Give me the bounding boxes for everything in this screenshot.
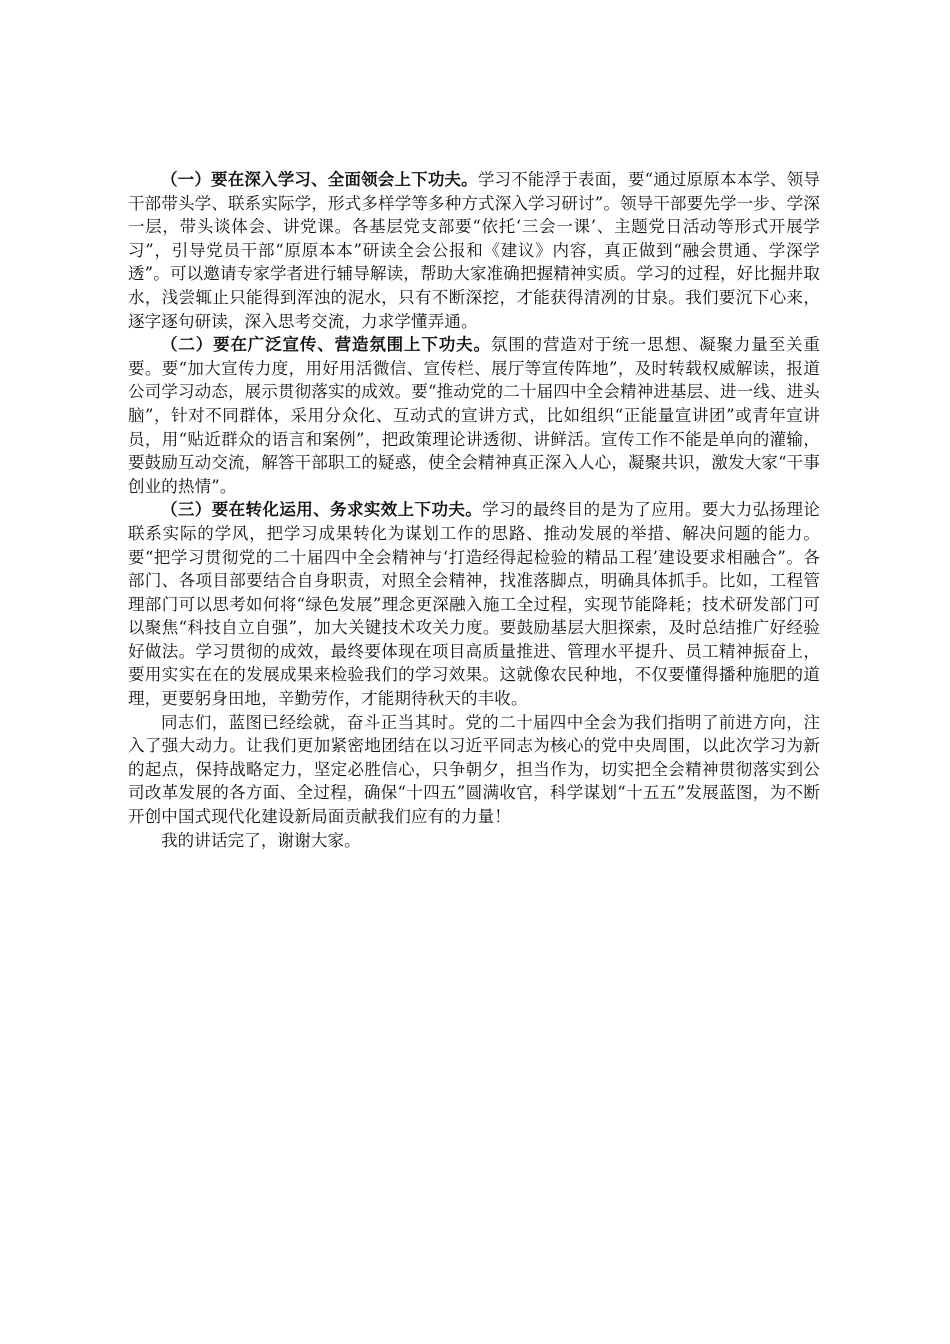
paragraph-body: 学习的最终目的是为了应用。要大力弘扬理论联系实际的学风，把学习成果转化为谋划工作的思路、推动发展的举措、解决问题的能力。要“把学习贯彻党的二十届四中全会精神与‘打造经得起检验的精品工程’建设要求相融合”。各部门、各项目部要结合自身职责，对照全会精神，找准落脚点，明确具体抓手。比如，工程管理部门可以思考如何将“绿色发展”理念更深融入施工全过程，实现节能降耗；技术研发部门可以聚焦“科技自立自强”，加大关键技术攻关力度。要鼓励基层大胆探索，及时总结推广好经验好做法。学习贯彻的成效，最终要体现在项目高质量推进、管理水平提升、员工精神振奋上，要用实实在在的发展成果来检验我们的学习效果。这就像农民种地，不仅要懂得播种施肥的道理，更要躬身田地，辛勤劳作，才能期待秋天的丰收。 <box>128 500 820 709</box>
paragraph-application <box>128 498 820 710</box>
section-heading-publicity: （二）要在广泛宣传、营造氛围上下功夫。 <box>161 335 491 355</box>
paragraph-body: 我的讲话完了，谢谢大家。 <box>161 830 361 850</box>
section-heading-application: （三）要在转化运用、务求实效上下功夫。 <box>161 500 483 520</box>
paragraph-deep-study <box>128 168 820 333</box>
section-heading-deep-study: （一）要在深入学习、全面领会上下功夫。 <box>161 170 478 189</box>
paragraph-closing <box>128 711 820 829</box>
paragraph-thanks <box>128 829 820 853</box>
document-page <box>128 168 820 852</box>
paragraph-publicity <box>128 333 820 498</box>
paragraph-body: 学习不能浮于表面，要“通过原原本本学、领导干部带头学、联系实际学，形式多样学等多种方式深入学习研讨”。领导干部要先学一步、学深一层，带头谈体会、讲党课。各基层党支部要“依托‘三会一课’、主题党日活动等形式开展学习”，引导党员干部“原原本本”研读全会公报和《建议》内容，真正做到“融会贯通、学深学透”。可以邀请专家学者进行辅导解读，帮助大家准确把握精神实质。学习的过程，好比掘井取水，浅尝辄止只能得到浑浊的泥水，只有不断深挖，才能获得清冽的甘泉。我们要沉下心来，逐字逐句研读，深入思考交流，力求学懂弄通。 <box>128 170 820 331</box>
paragraph-body: 氛围的营造对于统一思想、凝聚力量至关重要。要“加大宣传力度，用好用活微信、宣传栏、展厅等宣传阵地”，及时转载权威解读，报道公司学习动态，展示贯彻落实的成效。要“推动党的二十届四中全会精神进基层、进一线、进头脑”，针对不同群体，采用分众化、互动式的宣讲方式，比如组织“正能量宣讲团”或青年宣讲员，用“贴近群众的语言和案例”，把政策理论讲透彻、讲鲜活。宣传工作不能是单向的灌输，要鼓励互动交流，解答干部职工的疑惑，使全会精神真正深入人心，凝聚共识，激发大家“干事创业的热情”。 <box>128 335 820 496</box>
paragraph-body: 同志们，蓝图已经绘就，奋斗正当其时。党的二十届四中全会为我们指明了前进方向，注入了强大动力。让我们更加紧密地团结在以习近平同志为核心的党中央周围，以此次学习为新的起点，保持战略定力，坚定必胜信心，只争朝夕，担当作为，切实把全会精神贯彻落实到公司改革发展的各方面、全过程，确保“十四五”圆满收官，科学谋划“十五五”发展蓝图，为不断开创中国式现代化建设新局面贡献我们应有的力量！ <box>128 712 820 827</box>
